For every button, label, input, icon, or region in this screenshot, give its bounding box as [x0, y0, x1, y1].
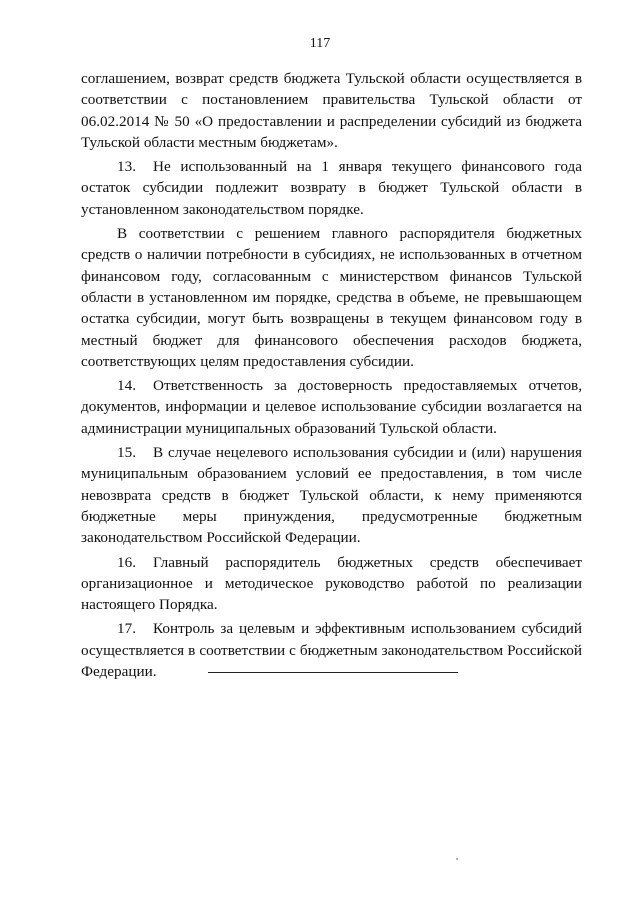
paragraph-number: 17.: [117, 620, 136, 638]
paragraph-text: В соответствии с решением главного распорядителя бюджетных средств о наличии потребности в субсидиях, не использованных в отчетном финансовом году, согласованным с министерством финансов Тульской области в установленном им порядке, средства в объеме, не превышающем остатка субсидии, могут быть возвращены в текущем финансовом году в местный бюджет для финансового обеспечения расходов бюджета, соответствующих целям предоставления субсидии.: [81, 225, 582, 370]
paragraph-text: В случае нецелевого использования субсидии и (или) нарушения муниципальным образованием условий ее предоставления, в том числе невозврата средств в бюджет Тульской области, к нему применяются бюджетные меры принуждения, предусмотренные бюджетным законодательством Российской Федерации.: [81, 444, 582, 547]
paragraph-13-continued: [81, 223, 582, 372]
paragraph-number: 16.: [117, 553, 136, 571]
paragraph-text: Не использованный на 1 января текущего финансового года остаток субсидии подлежит возврату в бюджет Тульской области в установленном законодательством порядке.: [81, 158, 582, 218]
paragraph-13: [81, 156, 582, 220]
paragraph-number: 13.: [117, 158, 136, 176]
page-number: 117: [309, 36, 331, 51]
paragraph-number: 14.: [117, 377, 136, 395]
scan-speck: [456, 858, 458, 860]
paragraph-15: [81, 442, 582, 548]
paragraph-16: [81, 552, 582, 616]
paragraph-number: 15.: [117, 444, 136, 462]
end-separator-line: [208, 672, 458, 673]
paragraph-text: Главный распорядитель бюджетных средств обеспечивает организационное и методическое руководство работой по реализации настоящего Порядка.: [81, 553, 582, 614]
paragraph-text: Ответственность за достоверность предоставляемых отчетов, документов, информации и целевое использование субсидии возлагается на администрации муниципальных образований Тульской области.: [81, 377, 582, 437]
paragraph-14: [81, 375, 582, 439]
paragraph-text: соглашением, возврат средств бюджета Тульской области осуществляется в соответствии с постановлением правительства Тульской области от 06.02.2014 № 50 «О предоставлении и распределении субсидий из бюджета Тульской области местным бюджетам».: [81, 70, 582, 151]
paragraph-continuation: [81, 68, 582, 153]
document-body: [81, 68, 582, 685]
paragraph-text: Контроль за целевым и эффективным использованием субсидий осуществляется в соответствии с бюджетным законодательством Российской Федерации.: [81, 620, 582, 681]
